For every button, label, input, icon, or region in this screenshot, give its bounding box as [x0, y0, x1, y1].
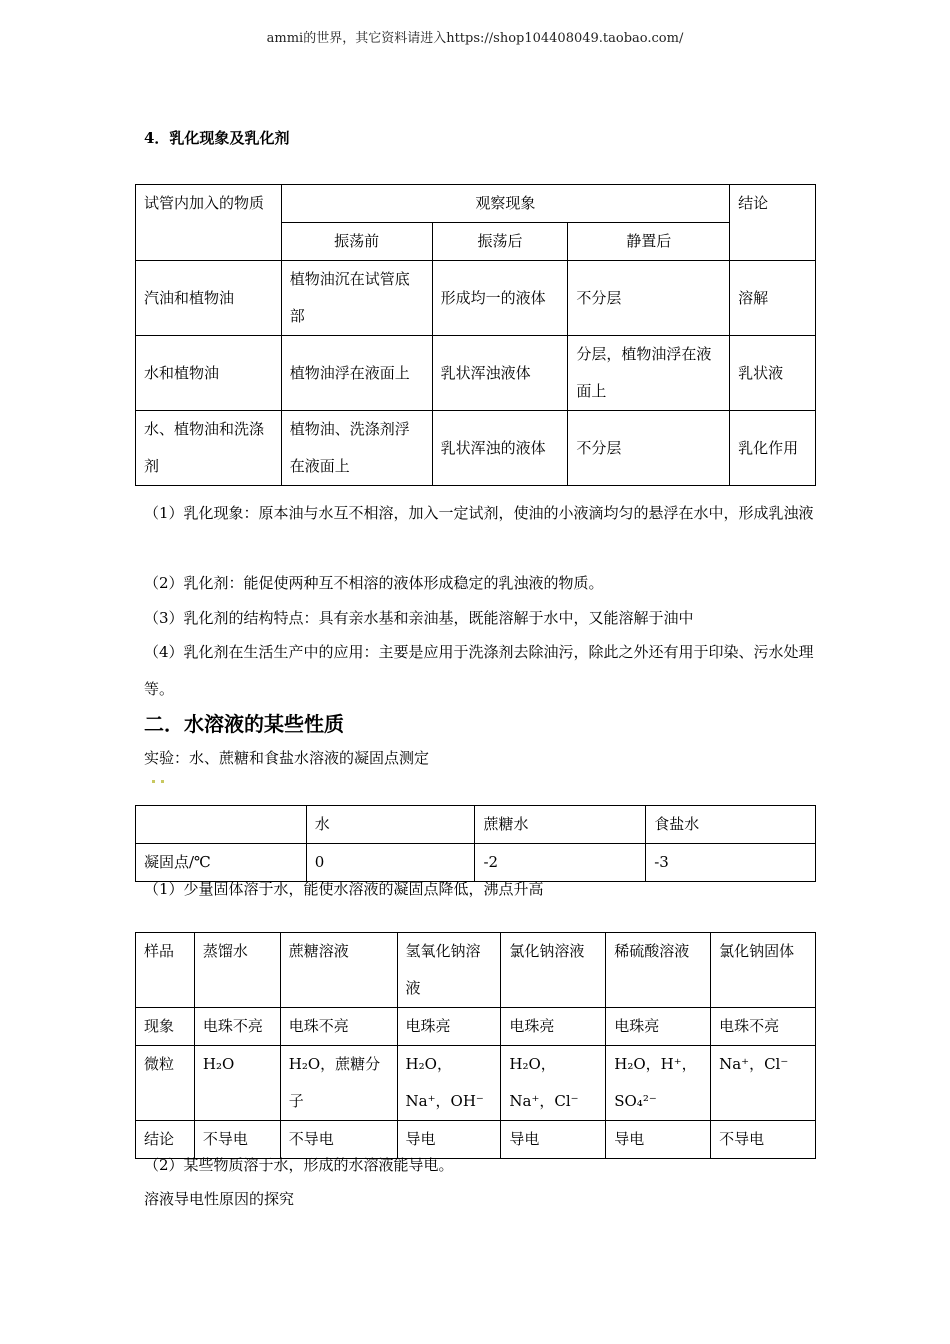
table-cell: H₂O，H⁺，SO₄²⁻ [606, 1046, 711, 1121]
table-cell: 不导电 [280, 1121, 397, 1159]
table-cell: 微粒 [136, 1046, 195, 1121]
table-cell: 稀硫酸溶液 [606, 933, 711, 1008]
table-cell: 植物油沉在试管底部 [281, 261, 432, 336]
table-cell: 乳状浑浊液体 [432, 336, 568, 411]
table-cell: 导电 [397, 1121, 501, 1159]
table-cell [136, 806, 307, 844]
experiment-title: 实验：水、蔗糖和食盐水溶液的凝固点测定 [144, 749, 430, 767]
paragraph-1: （1）乳化现象：原本油与水互不相溶，加入一定试剂，使油的小液滴均匀的悬浮在水中，形成乳浊液 [144, 504, 814, 522]
table-cell: 电珠亮 [606, 1008, 711, 1046]
header-static: 静置后 [568, 223, 730, 261]
header-after: 振荡后 [432, 223, 568, 261]
table-cell: 不导电 [194, 1121, 280, 1159]
table-cell: H₂O [194, 1046, 280, 1121]
table-cell: 凝固点/℃ [136, 844, 307, 882]
table-cell: 电珠亮 [501, 1008, 606, 1046]
table-cell: H₂O，Na⁺，OH⁻ [397, 1046, 501, 1121]
paragraph-2: （2）乳化剂：能促使两种互不相溶的液体形成稳定的乳浊液的物质。 [144, 574, 604, 592]
table-cell: 蔗糖水 [475, 806, 646, 844]
emulsion-table [135, 184, 816, 486]
paragraph-4: （4）乳化剂在生活生产中的应用：主要是应用于洗涤剂去除油污，除此之外还有用于印染、污水处理等。 [144, 643, 814, 698]
table-cell: 现象 [136, 1008, 195, 1046]
table-cell: 不分层 [568, 411, 730, 486]
table-cell: 乳状液 [730, 336, 816, 411]
table-cell: 水和植物油 [136, 336, 282, 411]
table-cell: 溶解 [730, 261, 816, 336]
table-cell: -2 [475, 844, 646, 882]
table-cell: H₂O，蔗糖分子 [280, 1046, 397, 1121]
note-2: （2）某些物质溶于水，形成的水溶液能导电。 [144, 1156, 454, 1174]
table-cell: 蔗糖溶液 [280, 933, 397, 1008]
table-cell: 导电 [606, 1121, 711, 1159]
table-cell: 乳化作用 [730, 411, 816, 486]
table-cell: 水 [306, 806, 475, 844]
conductivity-table [135, 932, 816, 1159]
table-cell: -3 [646, 844, 816, 882]
table-cell: 样品 [136, 933, 195, 1008]
table-cell: 食盐水 [646, 806, 816, 844]
table-cell: 0 [306, 844, 475, 882]
header-sample: 试管内加入的物质 [136, 185, 282, 261]
table-cell: 汽油和植物油 [136, 261, 282, 336]
table-cell: 氢氧化钠溶液 [397, 933, 501, 1008]
table-cell: 氯化钠溶液 [501, 933, 606, 1008]
table-cell: 不分层 [568, 261, 730, 336]
table-cell: 导电 [501, 1121, 606, 1159]
table-cell: 电珠不亮 [280, 1008, 397, 1046]
table-cell: 电珠不亮 [194, 1008, 280, 1046]
table-cell: 水、植物油和洗涤剂 [136, 411, 282, 486]
section-2-title: 二．水溶液的某些性质 [144, 712, 344, 736]
table-cell: 电珠不亮 [711, 1008, 816, 1046]
header-observation: 观察现象 [281, 185, 729, 223]
decorative-dot [152, 780, 155, 783]
decorative-dot [161, 780, 164, 783]
table-cell: Na⁺，Cl⁻ [711, 1046, 816, 1121]
table-cell: 蒸馏水 [194, 933, 280, 1008]
section-4-title: 4．乳化现象及乳化剂 [144, 129, 290, 147]
table-cell: 氯化钠固体 [711, 933, 816, 1008]
table-cell: H₂O，Na⁺，Cl⁻ [501, 1046, 606, 1121]
table-cell: 形成均一的液体 [432, 261, 568, 336]
page-header: ammi的世界，其它资料请进入https://shop104408049.taobao.com/ [266, 31, 684, 46]
note-1: （1）少量固体溶于水，能使水溶液的凝固点降低，沸点升高 [144, 880, 544, 898]
table-cell: 分层，植物油浮在液面上 [568, 336, 730, 411]
table-cell: 植物油浮在液面上 [281, 336, 432, 411]
header-conclusion: 结论 [730, 185, 816, 261]
note-3: 溶液导电性原因的探究 [144, 1190, 295, 1208]
table-cell: 乳状浑浊的液体 [432, 411, 568, 486]
header-before: 振荡前 [281, 223, 432, 261]
table-cell: 不导电 [711, 1121, 816, 1159]
paragraph-3: （3）乳化剂的结构特点：具有亲水基和亲油基，既能溶解于水中，又能溶解于油中 [144, 609, 694, 627]
table-cell: 植物油、洗涤剂浮在液面上 [281, 411, 432, 486]
table-cell: 结论 [136, 1121, 195, 1159]
table-cell: 电珠亮 [397, 1008, 501, 1046]
